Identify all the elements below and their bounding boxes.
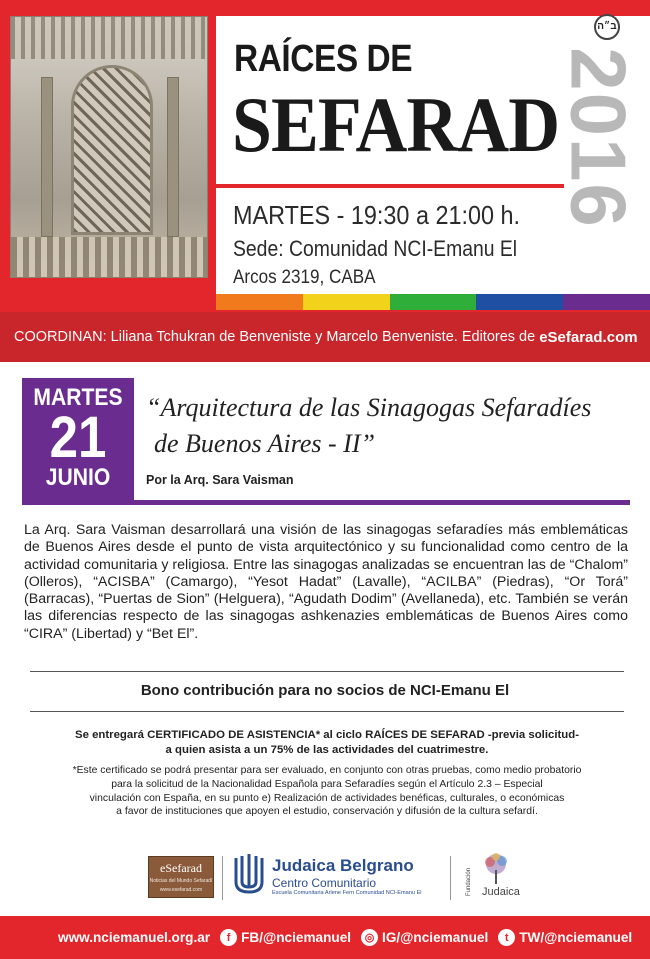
esefarad-logo-sub: Noticias del Mundo Sefaradí <box>149 878 213 884</box>
bono-text: Bono contribución para no socios de NCI-Emanu El <box>140 682 510 699</box>
instagram-link[interactable] <box>361 929 488 946</box>
website-link[interactable]: www.nciemanuel.org.ar <box>58 930 211 945</box>
judaica-candle-icon <box>232 852 266 896</box>
rainbow-green <box>390 294 477 310</box>
rainbow-purple <box>563 294 650 310</box>
title-line-2: SEFARAD <box>232 81 560 168</box>
white-gap <box>0 362 650 372</box>
photo-column-left <box>41 77 53 237</box>
facebook-link[interactable] <box>220 929 351 946</box>
venue-address: Arcos 2319, CABA <box>233 267 376 288</box>
instagram-icon: ◎ <box>361 929 378 946</box>
lecture-title-line-2: de Buenos Aires - II” <box>154 429 375 458</box>
twitter-link[interactable] <box>498 929 632 946</box>
lecture-title-line-1: “Arquitectura de las Sinagogas Sefaradíes <box>146 393 592 422</box>
rainbow-yellow <box>303 294 390 310</box>
judaica-belgrano-logo <box>232 852 432 902</box>
fundacion-judaica-logo <box>466 852 526 902</box>
coordinators-text: COORDINAN: Liliana Tchukran de Benveniste y Marcelo Benveniste. Editores de <box>14 329 536 345</box>
judaica-small-text: Escuela Comunitaria Arlene Fern Comunidad NCI-Emanu El <box>272 890 422 896</box>
speaker: Por la Arq. Sara Vaisman <box>146 473 294 487</box>
footer-bar <box>0 916 650 959</box>
judaica-title: Judaica Belgrano <box>272 856 414 875</box>
certificate-footnote <box>30 764 624 819</box>
instagram-handle: IG/@nciemanuel <box>382 930 489 945</box>
facebook-icon: f <box>220 929 237 946</box>
esefarad-logo-name: eSefarad <box>160 861 202 875</box>
divider-bottom <box>30 711 624 712</box>
rainbow-stripe <box>216 294 650 310</box>
footnote-line-4: a favor de instituciones que apoyen el estudio, conservación y difusión de la cultura sefardí. <box>116 806 538 818</box>
footnote-line-1: *Este certificado se podrá presentar para ser evaluado, en conjunto con otras pruebas, como medio probatorio <box>72 765 582 776</box>
lecture-title <box>146 390 626 462</box>
title-divider <box>216 184 564 188</box>
bsd-mark: ב״ה <box>594 14 620 40</box>
event-underline <box>22 500 630 505</box>
twitter-handle: TW/@nciemanuel <box>519 930 633 945</box>
event-day: 21 <box>49 405 107 470</box>
footnote-line-3: vinculación con España, en su punto e) Realización de actividades benéficas, culturales, o económicas <box>89 792 565 804</box>
logo-separator-2 <box>450 856 451 900</box>
tree-icon <box>466 852 526 886</box>
certificate-line-1: Se entregará CERTIFICADO DE ASISTENCIA* al ciclo RAÍCES DE SEFARAD -previa solicitud- <box>74 729 580 741</box>
photo-column-right <box>167 77 179 237</box>
rainbow-orange <box>216 294 303 310</box>
rainbow-blue <box>476 294 563 310</box>
logo-separator-1 <box>222 856 223 900</box>
judaica-subtitle: Centro Comunitario <box>272 876 377 890</box>
esefarad-logo-web: www.esefarad.com <box>159 887 203 893</box>
certificate-line-2: a quien asista a un 75% de las actividades del cuatrimestre. <box>165 744 489 756</box>
esefarad-link[interactable]: eSefarad.com <box>539 328 638 346</box>
event-time: MARTES - 19:30 a 21:00 h. <box>233 200 521 230</box>
synagogue-photo <box>10 16 208 278</box>
venue: Sede: Comunidad NCI-Emanu El <box>233 236 518 261</box>
divider-top <box>30 671 624 672</box>
coordinators-bar <box>0 312 650 362</box>
photo-frieze <box>11 17 207 59</box>
fundacion-name: Judaica <box>482 886 520 898</box>
event-description: La Arq. Sara Vaisman desarrollará una visión de las sinagogas sefaradíes más emblemáticas de Buenos Aires desde el punto de vista arquitectónico y su funcionalidad como centro de la actividad comunitaria y religiosa. Entre las sinagogas analizadas se encuentran las de “Chalom” (Olleros), “ACISBA” (Camargo), “Yesot Hadat” (Lavalle), “ACILBA” (Piedras), “Or Torá” (Barracas), “Puertas de Sion” (Helguera), “Agudath Dodim” (Avellaneda), etc. También se verán las diferencias respecto de las sinagogas ashkenazies emblemáticas de Buenos Aires como “CIRA” (Libertad) y “Bet El”. <box>24 522 628 642</box>
event-month: JUNIO <box>45 464 111 491</box>
footnote-line-2: para la solicitud de la Nacionalidad Española para Sefaradíes según el Artículo 2.3 – Especial <box>111 778 543 790</box>
title-line-1: RAÍCES DE <box>234 38 413 80</box>
photo-arch <box>71 65 153 235</box>
fundacion-label: Fundación <box>466 867 472 896</box>
facebook-handle: FB/@nciemanuel <box>241 930 352 945</box>
event-weekday: MARTES <box>33 384 123 411</box>
photo-base <box>11 237 207 277</box>
date-box <box>22 378 134 504</box>
esefarad-logo <box>148 856 214 898</box>
year-label: 2016 <box>554 47 643 229</box>
twitter-icon: t <box>498 929 515 946</box>
certificate-notice <box>30 728 624 758</box>
